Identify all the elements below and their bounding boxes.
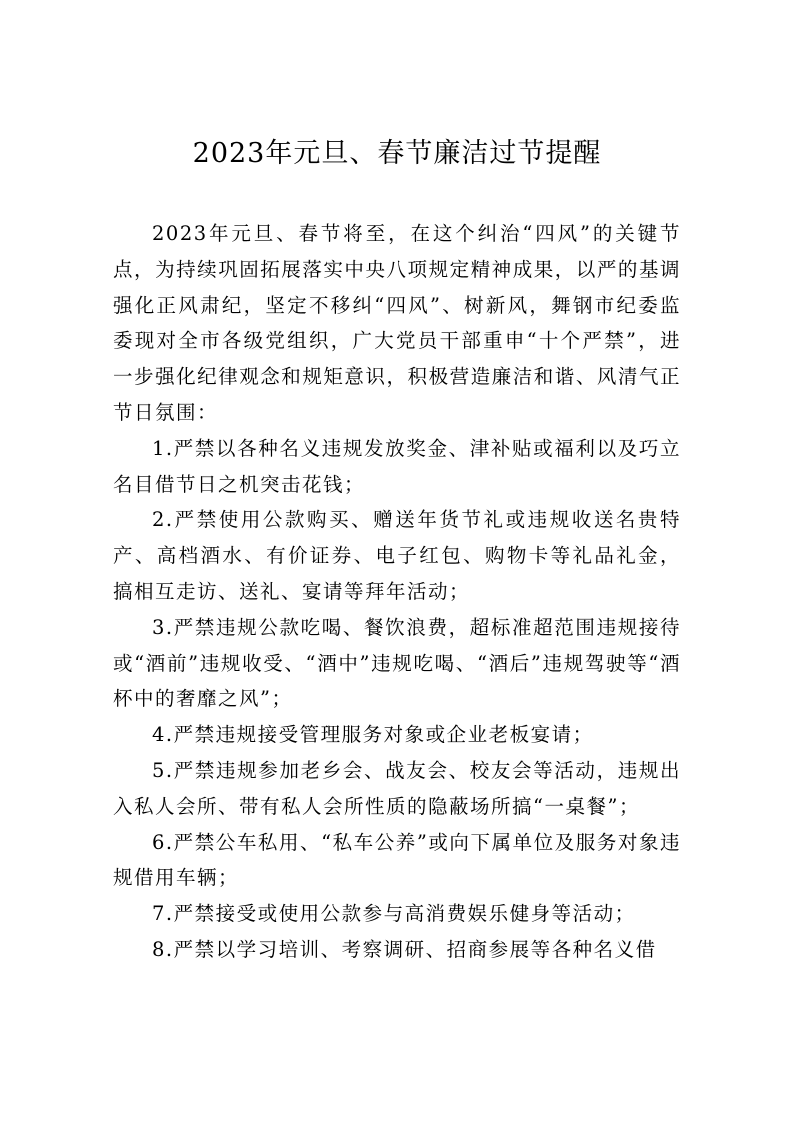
document-body — [113, 216, 681, 968]
rule-item-7: 7.严禁接受或使用公款参与高消费娱乐健身等活动； — [152, 902, 636, 926]
rule-item-6: 6.严禁公车私用、“私车公养”或向下属单位及服务对象违规借用车辆； — [113, 830, 681, 890]
intro-paragraph: 2023年元旦、春节将至，在这个纠治“四风”的关键节点，为持续巩固拓展落实中央八项规定精神成果，以严的基调强化正风肃纪，坚定不移纠“四风”、树新风，舞钢市纪委监委现对全市各级党组织，广大党员干部重申“十个严禁”，进一步强化纪律观念和规矩意识，积极营造廉洁和谐、风清气正节日氛围： — [113, 222, 681, 424]
rule-item-1: 1.严禁以各种名义违规发放奖金、津补贴或福利以及巧立名目借节日之机突击花钱； — [113, 436, 681, 496]
rule-item-8: 8.严禁以学习培训、考察调研、招商参展等各种名义借 — [152, 937, 657, 961]
rule-item-5: 5.严禁违规参加老乡会、战友会、校友会等活动，违规出入私人会所、带有私人会所性质的隐蔽场所搞“一桌餐”； — [113, 758, 681, 818]
document-title: 2023年元旦、春节廉洁过节提醒 — [192, 138, 602, 169]
rule-item-3: 3.严禁违规公款吃喝、餐饮浪费，超标准超范围违规接待或“酒前”违规收受、“酒中”违规吃喝、“酒后”违规驾驶等“酒杯中的奢靡之风”； — [113, 615, 681, 711]
rule-item-4: 4.严禁违规接受管理服务对象或企业老板宴请； — [152, 723, 594, 747]
rule-item-2: 2.严禁使用公款购买、赠送年货节礼或违规收送名贵特产、高档酒水、有价证券、电子红包、购物卡等礼品礼金， 搞相互走访、送礼、宴请等拜年活动； — [113, 508, 681, 603]
